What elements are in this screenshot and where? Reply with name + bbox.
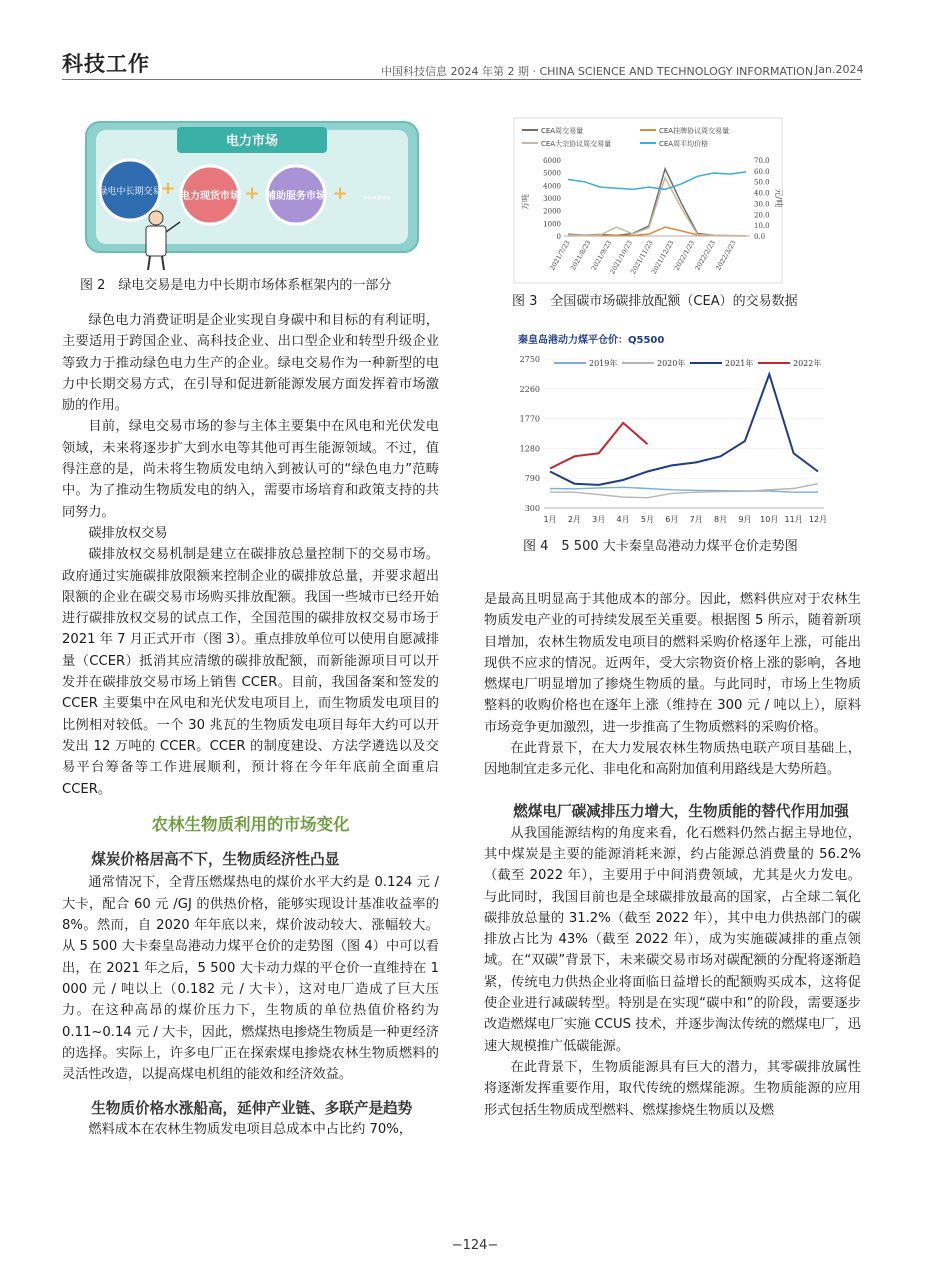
fig3-ytick-left: 5000: [543, 169, 561, 178]
fig3-ytick-left: 6000: [543, 157, 561, 165]
header-rule: [62, 79, 861, 80]
fig3-ytick-left: 4000: [543, 182, 561, 191]
fig3-ytick-right: 60.0: [754, 167, 770, 176]
subheading-coal-price: 煤炭价格居高不下，生物质经济性凸显: [91, 851, 340, 869]
page-number: −124−: [451, 1238, 499, 1253]
fig4-ytick: 1280: [519, 444, 540, 454]
figure-4: [512, 329, 842, 527]
fig4-xtick: 7月: [689, 515, 703, 524]
figure-4-caption: 图 4 5 500 大卡秦皇岛港动力煤平仓价走势图: [523, 539, 798, 554]
figure-3: [514, 118, 782, 283]
fig4-xtick: 6月: [665, 515, 679, 524]
left-paragraph-2: 目前，绿电交易市场的参与主体主要集中在风电和光伏发电领域，未来将逐步扩大到水电等其他可再生能源领域。不过，值得注意的是，尚未将生物质发电纳入到被认可的“绿色电力”范畴中。为了推动生物质发电的纳入，需要市场培育和政策支持的共同努力。: [62, 419, 439, 520]
fig3-ylabel-left: 万吨: [521, 194, 530, 210]
right-paragraph-2: 在此背景下，在大力发展农林生物质热电联产项目基础上，因地制宜走多元化、非电化和高附加值利用路线是大势所趋。: [484, 741, 861, 778]
fig3-xtick: 2021/9/23: [589, 239, 614, 272]
fig4-xtick: 5月: [640, 515, 655, 524]
section-heading: 农林生物质利用的市场变化: [151, 814, 350, 834]
fig4-xtick: 12月: [808, 515, 828, 524]
fig2-circle-2-label: 电力现货市场: [180, 191, 240, 202]
journal-section-title: 科技工作: [62, 52, 150, 76]
figure-2-caption: 图 2 绿电交易是电力中长期市场体系框架内的一部分: [80, 278, 392, 293]
fig3-legend-label: CEA大宗协议周交易量: [541, 140, 612, 148]
fig2-ellipsis: ……: [363, 187, 391, 203]
fig3-ytick-right: 70.0: [754, 157, 770, 165]
figure-2-diagram: [82, 120, 422, 270]
fig3-xtick: 2021/8/23: [568, 239, 593, 272]
figure-3-caption: 图 3 全国碳市场碳排放配额（CEA）的交易数据: [512, 294, 798, 309]
fig4-xtick: 2月: [567, 515, 581, 524]
left-column: [62, 310, 439, 1141]
fig2-circle-1-label: 绿电中长期交易: [98, 187, 162, 197]
fig4-xtick: 11月: [784, 515, 803, 524]
fig3-ytick-right: 0.0: [754, 233, 766, 241]
fig4-xtick: 1月: [543, 515, 557, 524]
fig2-circle-3-label: 辅助服务市场: [266, 191, 326, 202]
figure-2: [82, 120, 422, 270]
figure-3-chart: [514, 118, 782, 283]
fig3-ytick-left: 3000: [543, 195, 561, 203]
fig3-ylabel-right: 元/吨: [774, 188, 783, 208]
fig3-xtick: 2022/2/23: [693, 239, 717, 272]
fig4-xtick: 3月: [592, 515, 606, 524]
subheading-biomass-price: 生物质价格水涨船高，延伸产业链、多联产是趋势: [91, 1100, 413, 1118]
fig3-xtick: 2021/7/23: [548, 239, 572, 272]
right-column: [484, 589, 861, 1121]
fig3-ytick-right: 50.0: [754, 178, 770, 187]
journal-info: 中国科技信息 2024 年第 2 期 · CHINA SCIENCE AND TECHNOLOGY INFORMATION: [381, 65, 814, 78]
fig4-legend-label: 2022年: [793, 359, 822, 368]
left-heading-carbon: 碳排放权交易: [88, 525, 168, 541]
fig3-xtick: 2021/11/23: [629, 239, 655, 276]
fig3-ytick-right: 10.0: [754, 222, 770, 231]
fig4-ytick: 300: [524, 504, 540, 513]
left-paragraph-5: 通常情况下，全背压燃煤热电的煤价水平大约是 0.124 元 / 大卡，配合 60 元 /GJ 的供热价格，能够实现设计基准收益率的 8%。然而，自 2020 年年底以来，煤价波动较大、涨幅较大。从 5 500 大卡秦皇岛港动力煤平仓价的走势图（图 4）中可以看出，在 2021 年之后，5 500 大卡动力煤的平仓价一直维持在 1 000 元 / 吨以上（0.182 元 / 大卡），这对电厂造成了巨大压力。在这种高昂的煤价压力下，生物质的单位热值价格约为 0.11~0.14 元 / 大卡，因此，燃煤热电掺烧生物质是一种更经济的选择。实际上，许多电厂正在探索煤电掺烧农林生物质燃料的灵活性改造，以提高煤电机组的能效和经济效益。: [62, 875, 439, 1083]
fig3-xtick: 2022/1/23: [672, 239, 697, 272]
svg-text:+: +: [244, 183, 260, 204]
fig3-xtick: 2022/3/23: [714, 239, 738, 272]
fig4-xtick: 10月: [760, 515, 779, 524]
subheading-carbon-pressure: 燃煤电厂碳减排压力增大，生物质能的替代作用加强: [513, 802, 849, 820]
figure-4-chart: [512, 329, 842, 527]
fig4-xtick: 4月: [616, 515, 630, 524]
fig4-title: 秦皇岛港动力煤平仓价：Q5500: [518, 335, 665, 346]
fig4-ytick: 790: [524, 474, 540, 484]
fig4-ytick: 2750: [519, 355, 540, 364]
left-paragraph-6: 燃料成本在农林生物质发电项目总成本中占比约 70%，: [88, 1122, 413, 1138]
fig3-xtick: 2021/12/23: [649, 239, 676, 276]
fig3-ytick-right: 20.0: [754, 211, 770, 220]
fig3-ytick-right: 40.0: [754, 189, 770, 198]
fig3-ytick-right: 30.0: [754, 200, 770, 209]
right-paragraph-1: 是最高且明显高于其他成本的部分。因此，燃料供应对于农林生物质发电产业的可持续发展至关重要。根据图 5 所示，随着新项目增加，农林生物质发电项目的燃料采购价格逐年上涨，可能出现供不应求的情况。近两年，受大宗物资价格上涨的影响，各地燃煤电厂明显增加了掺烧生物质的量。与此同时，市场上生物质整料的收购价格也在逐年上涨（维持在 300 元 / 吨以上），原料市场竞争更加激烈，进一步推高了生物质燃料的采购价格。: [484, 592, 861, 735]
fig4-ytick: 1770: [519, 414, 540, 424]
fig3-ytick-left: 2000: [543, 207, 561, 216]
fig4-xtick: 8月: [713, 515, 728, 524]
fig4-legend-label: 2019年: [589, 359, 618, 368]
right-paragraph-4: 在此背景下，生物质能源具有巨大的潜力，其零碳排放属性将逐渐发挥重要作用，取代传统的燃煤能源。生物质能源的应用形式包括生物质成型燃料、燃煤掺烧生物质以及燃: [484, 1059, 861, 1118]
fig4-legend-label: 2020年: [657, 359, 686, 368]
fig3-legend-label: CEA挂牌协议周交易量: [659, 127, 730, 135]
issue-date: Jan.2024: [815, 63, 864, 76]
svg-text:+: +: [332, 183, 348, 204]
right-paragraph-3: 从我国能源结构的角度来看，化石燃料仍然占据主导地位，其中煤炭是主要的能源消耗来源，约占能源总消费量的 56.2%（截至 2022 年），主要用于中间消费领域，尤其是火力发电。与此同时，我国目前也是全球碳排放最高的国家，占全球二氧化碳排放总量的 31.2%（截至 2022 年），其中电力供热部门的碳排放占比为 43%（截至 2022 年），成为实施碳减排的重点领域。在“双碳”背景下，未来碳交易市场对碳配额的分配将逐渐趋紧，传统电力供热企业将面临日益增长的配额购买成本，这将促使企业进行减碳转型。特别是在实现“碳中和”的阶段，需要逐步改造燃煤电厂实施 CCUS 技术，并逐步淘汰传统的燃煤电厂，迅速大规模推广低碳能源。: [484, 825, 861, 1054]
fig3-ytick-left: 0: [556, 233, 561, 241]
fig3-legend-label: CEA周交易量: [541, 127, 584, 135]
svg-text:+: +: [160, 178, 176, 199]
fig4-ytick: 2260: [519, 384, 540, 394]
fig3-ytick-left: 1000: [543, 220, 561, 229]
fig3-legend-label: CEA周平均价格: [659, 140, 709, 148]
fig3-xtick: 2021/10/23: [608, 239, 634, 276]
left-paragraph-4: 碳排放权交易机制是建立在碳排放总量控制下的交易市场。政府通过实施碳排放限额来控制企业的碳排放总量，并要求超出限额的企业在碳交易市场购买排放配额。我国一些城市已经开始进行碳排放权交易的试点工作，全国范围的碳排放权交易市场于 2021 年 7 月正式开市（图 3）。重点排放单位可以使用自愿减排量（CCER）抵消其应清缴的碳排放配额，而新能源项目可以开发并在碳排放交易市场上销售 CCER。目前，我国备案和签发的 CCER 主要集中在风电和光伏发电项目上，而生物质发电项目的比例相对较低。一个 30 兆瓦的生物质发电项目每年大约可以开发出 12 万吨的 CCER。CCER 的制度建设、方法学遴选以及交易平台筹备等工作进展顺利，预计将在今年年底前全面重启 CCER。: [62, 547, 440, 797]
fig4-xtick: 9月: [738, 515, 752, 524]
fig2-title: 电力市场: [225, 134, 279, 149]
left-paragraph-1: 绿色电力消费证明是企业实现自身碳中和目标的有利证明，主要适用于跨国企业、高科技企业、出口型企业和转型升级企业等致力于推动绿色电力生产的企业。绿电交易作为一种新型的电力中长期交易方式，在引导和促进新能源发展方面发挥着市场激励的作用。: [62, 313, 439, 414]
fig4-legend-label: 2021年: [725, 359, 754, 368]
